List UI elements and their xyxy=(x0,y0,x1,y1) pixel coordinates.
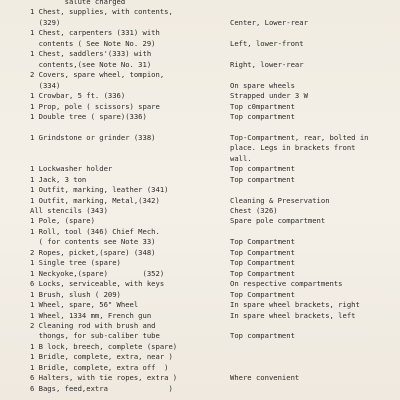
location-text: Top compartment xyxy=(230,331,295,341)
item-text: 1 Outfit, marking, leather (341) xyxy=(30,185,169,195)
item-text: ( for contents see Note 33) xyxy=(30,237,156,247)
item-text: 2 Cleaning rod with brush and xyxy=(30,320,156,330)
location-text: In spare wheel brackets, right xyxy=(230,300,360,310)
inventory-line xyxy=(0,269,400,279)
inventory-line xyxy=(0,216,400,226)
item-text: 1 Wheel, spare, 56" Wheel xyxy=(30,300,139,310)
inventory-line xyxy=(0,227,400,237)
inventory-line xyxy=(0,300,400,310)
location-text: Left, lower-front xyxy=(230,38,304,48)
inventory-line xyxy=(0,311,400,321)
inventory-line xyxy=(0,258,400,268)
inventory-line xyxy=(0,352,400,362)
item-text: 1 Pole, (spare) xyxy=(30,216,95,226)
inventory-line xyxy=(0,0,400,7)
inventory-line xyxy=(0,164,400,174)
location-text: Spare pole compartment xyxy=(230,216,326,226)
inventory-line xyxy=(0,175,400,185)
inventory-line xyxy=(0,154,400,164)
item-text: 1 Chest, supplies, with contents, xyxy=(30,7,173,17)
item-text: 2 Ropes, picket,(spare) (348) xyxy=(30,247,156,257)
inventory-line xyxy=(0,373,400,383)
item-text: 1 Double tree ( spare)(336) xyxy=(30,111,147,121)
location-text: On spare wheels xyxy=(230,80,295,90)
item-text: contents,(see Note No. 31) xyxy=(30,59,152,69)
location-text: Strapped under 3 W xyxy=(230,91,308,101)
item-text: thongs, for sub-caliber tube xyxy=(30,331,160,341)
item-text: 1 Bridle, complete, extra off ) xyxy=(30,362,169,372)
location-text: Where convenient xyxy=(230,373,300,383)
location-text: Cleaning & Preservation xyxy=(230,195,330,205)
item-text: 1 Wheel, 1334 mm, French gun xyxy=(30,310,152,320)
location-text: Top Compartment xyxy=(230,247,295,257)
item-text: 1 Bridle, complete, extra, near ) xyxy=(30,352,173,362)
location-text: Top Compartment xyxy=(230,258,295,268)
location-text: Top Compartment xyxy=(230,268,295,278)
location-text: Top c0mpartment xyxy=(230,101,295,111)
inventory-line xyxy=(0,18,400,28)
item-text: 1 Roll, tool (346) Chief Mech. xyxy=(30,226,160,236)
item-text: 1 Grindstone or grinder (338) xyxy=(30,132,156,142)
item-text: 1 Prop, pole ( scissors) spare xyxy=(30,101,160,111)
location-text: place. Legs in brackets front xyxy=(230,143,356,153)
item-text: 1 Outfit, marking, Metal,(342) xyxy=(30,195,160,205)
item-text: 1 Jack, 3 ton xyxy=(30,174,87,184)
inventory-line xyxy=(0,39,400,49)
inventory-line xyxy=(0,7,400,17)
inventory-line xyxy=(0,342,400,352)
location-text: Center, Lower-rear xyxy=(230,17,308,27)
inventory-line xyxy=(0,363,400,373)
inventory-line xyxy=(0,49,400,59)
location-text: Top-Compartment, rear, bolted in xyxy=(230,132,369,142)
item-text: contents ( See Note No. 29) xyxy=(30,38,156,48)
inventory-line xyxy=(0,290,400,300)
inventory-line xyxy=(0,237,400,247)
location-text: On respective compartments xyxy=(230,279,343,289)
location-text: wall. xyxy=(230,153,252,163)
item-text: salute charged xyxy=(30,0,126,6)
item-text: 1 Single tree (spare) xyxy=(30,258,121,268)
inventory-line xyxy=(0,112,400,122)
item-text: 6 Halters, with tie ropes, extra ) xyxy=(30,373,178,383)
location-text: Top Compartment xyxy=(230,289,295,299)
item-text: 1 B lock, breech, complete (spare) xyxy=(30,341,178,351)
location-text: Right, lower-rear xyxy=(230,59,304,69)
inventory-line xyxy=(0,81,400,91)
inventory-line xyxy=(0,143,400,153)
inventory-line xyxy=(0,133,400,143)
inventory-line xyxy=(0,384,400,394)
location-text: Top compartment xyxy=(230,174,295,184)
location-text: In spare wheel brackets, left xyxy=(230,310,356,320)
inventory-line xyxy=(0,248,400,258)
inventory-line xyxy=(0,122,400,132)
inventory-line xyxy=(0,196,400,206)
inventory-line xyxy=(0,206,400,216)
item-text: 1 Brush, slush ( 209) xyxy=(30,289,121,299)
item-text: 6 Locks, serviceable, with keys xyxy=(30,279,165,289)
item-text: (329) xyxy=(30,17,61,27)
inventory-line xyxy=(0,91,400,101)
inventory-line xyxy=(0,331,400,341)
item-text: All stencils (343) xyxy=(30,206,108,215)
inventory-line xyxy=(0,185,400,195)
item-text: (334) xyxy=(30,80,61,90)
inventory-line xyxy=(0,28,400,38)
item-text: 1 Lockwasher holder xyxy=(30,164,113,174)
item-text: 6 Bags, feed,extra ) xyxy=(30,383,173,393)
item-text: 1 Neckyoke,(spare) (352) xyxy=(30,268,165,278)
inventory-line xyxy=(0,279,400,289)
location-text: Top compartment xyxy=(230,164,295,174)
inventory-line xyxy=(0,60,400,70)
item-text: 1 Chest, carpenters (331) with xyxy=(30,28,160,38)
inventory-line xyxy=(0,70,400,80)
inventory-line xyxy=(0,102,400,112)
location-text: Top compartment xyxy=(230,111,295,121)
location-text: Top Compartment xyxy=(230,237,295,247)
location-text: Chest (326) xyxy=(230,206,278,215)
item-text: 2 Covers, spare wheel, tompion, xyxy=(30,70,165,80)
item-text: 1 Crowbar, 5 ft. (336) xyxy=(30,91,126,101)
inventory-line xyxy=(0,321,400,331)
item-text: 1 Chest, saddlers'(333) with xyxy=(30,49,152,59)
